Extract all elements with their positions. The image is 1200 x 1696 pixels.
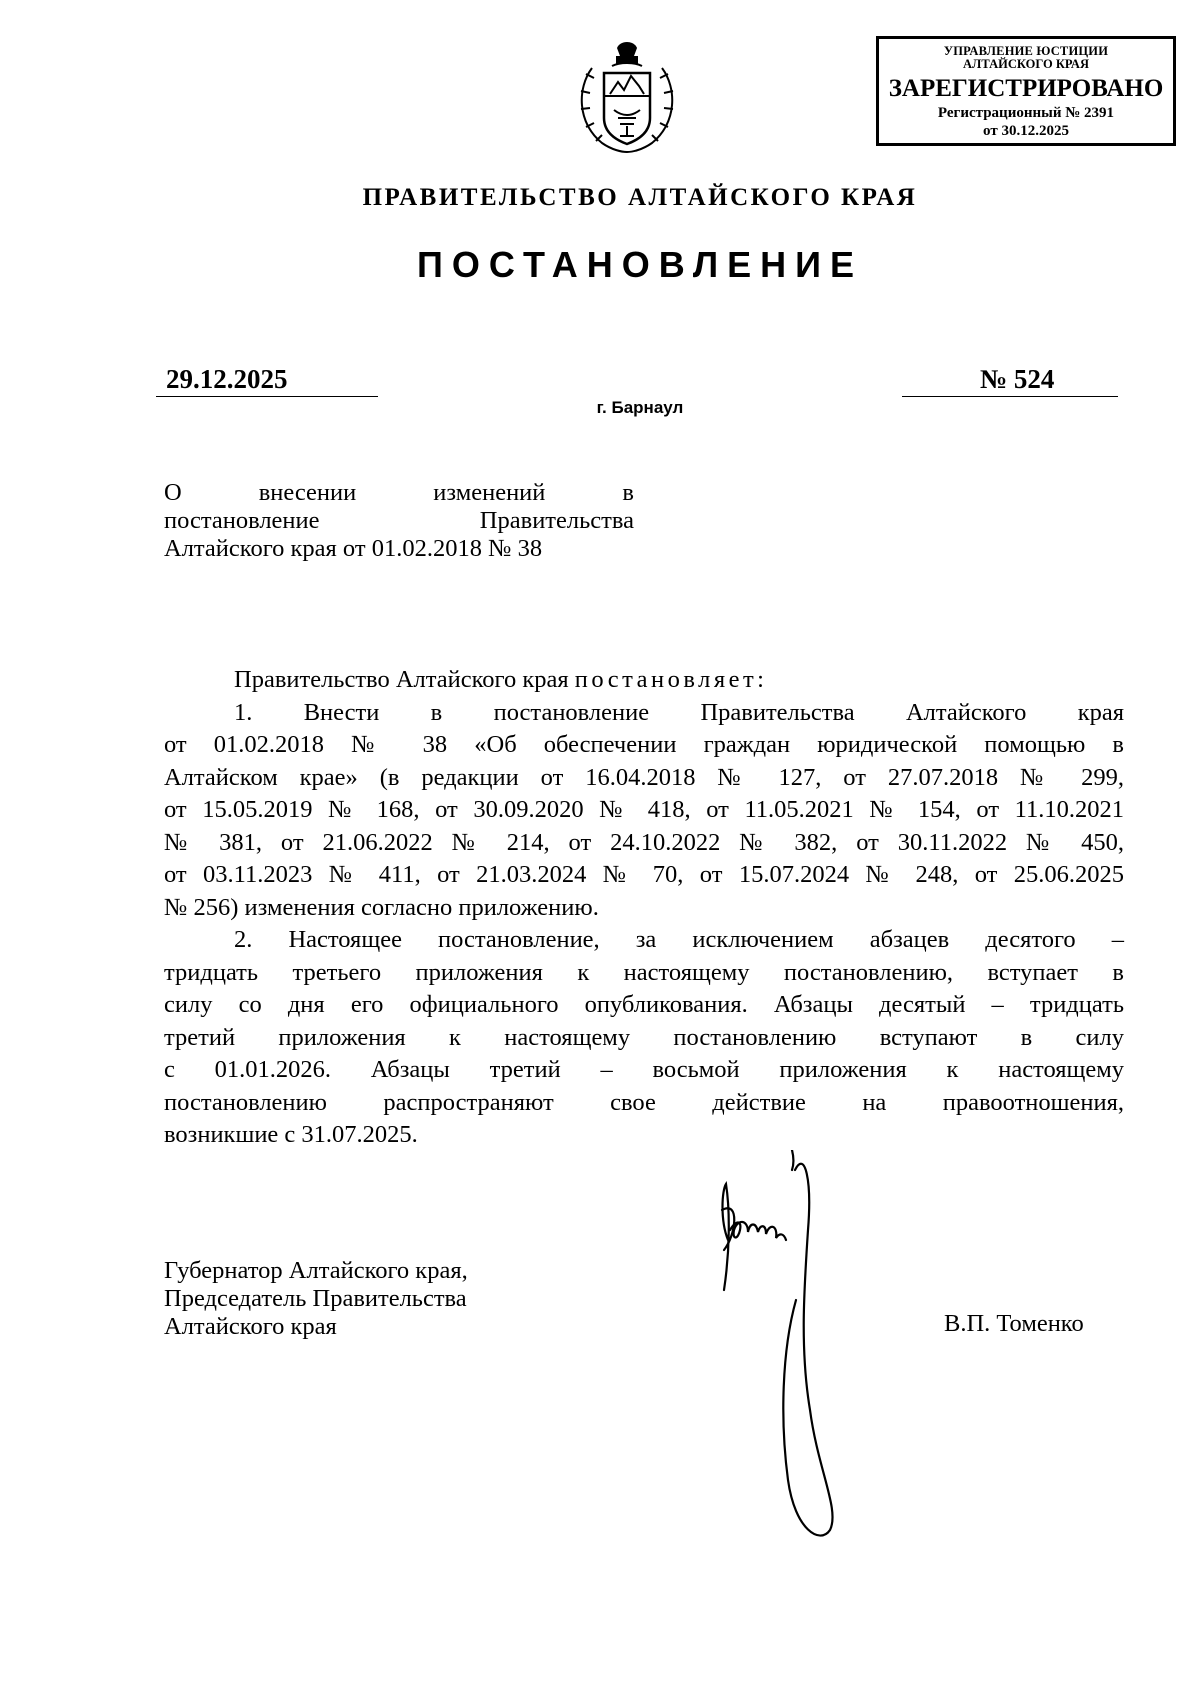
stamp-status: ЗАРЕГИСТРИРОВАНО xyxy=(888,75,1164,102)
handwritten-signature xyxy=(700,1150,860,1550)
signer-name: В.П. Томенко xyxy=(944,1310,1084,1337)
paragraph-2-line: возникшие с 31.07.2025. xyxy=(164,1121,418,1148)
paragraph-2-line: 2. Настоящее постановление, за исключением абзацев десятого – xyxy=(234,926,1124,953)
subject-line: Алтайского края от 01.02.2018 № 38 xyxy=(164,535,543,562)
paragraph-2-line: силу со дня его официального опубликования. Абзацы десятый – тридцать xyxy=(164,991,1124,1018)
paragraph-2-line: постановлению распространяют свое действие на правоотношения, xyxy=(164,1088,1124,1116)
intro-verb: постановляет: xyxy=(574,666,768,693)
document-number: № 524 xyxy=(902,364,1118,397)
document-subject xyxy=(164,479,634,563)
document-date: 29.12.2025 xyxy=(156,364,378,397)
paragraph-1-line: № 381, от 21.06.2022 № 214, от 24.10.2022 № 382, от 30.11.2022 № 450, xyxy=(164,828,1124,856)
paragraph-2-line: с 01.01.2026. Абзацы третий – восьмой приложения к настоящему xyxy=(164,1056,1124,1083)
stamp-authority-line2: АЛТАЙСКОГО КРАЯ xyxy=(963,57,1089,71)
paragraph-1-line: № 256) изменения согласно приложению. xyxy=(164,893,599,921)
subject-line: постановление Правительства xyxy=(164,507,634,534)
stamp-reg-date: от 30.12.2025 xyxy=(983,123,1069,139)
document-body xyxy=(164,664,1124,1152)
document-city: г. Барнаул xyxy=(596,398,684,417)
paragraph-1-line: от 01.02.2018 № 38 «Об обеспечении граждан юридической помощью в xyxy=(164,731,1124,758)
paragraph-2-line: тридцать третьего приложения к настоящему постановлению, вступает в xyxy=(164,958,1124,986)
signer-line: Губернатор Алтайского края, xyxy=(164,1257,468,1284)
registration-stamp xyxy=(876,36,1176,146)
intro-line xyxy=(164,664,1124,697)
signer-line: Алтайского края xyxy=(164,1313,337,1340)
paragraph-1-line: от 15.05.2019 № 168, от 30.09.2020 № 418, от 11.05.2021 № 154, от 11.10.2021 xyxy=(164,796,1124,823)
paragraph-2-line: третий приложения к настоящему постановлению вступают в силу xyxy=(164,1023,1124,1051)
stamp-authority-line1: УПРАВЛЕНИЕ ЮСТИЦИИ xyxy=(943,44,1109,58)
paragraph-1-line: 1. Внести в постановление Правительства Алтайского края xyxy=(234,698,1124,726)
signer-position xyxy=(164,1257,468,1341)
coat-of-arms-emblem xyxy=(572,38,682,158)
government-name: ПРАВИТЕЛЬСТВО АЛТАЙСКОГО КРАЯ xyxy=(362,184,918,211)
subject-line: О внесении изменений в xyxy=(164,479,634,506)
stamp-reg-number: Регистрационный № 2391 xyxy=(937,105,1115,121)
signer-line: Председатель Правительства xyxy=(164,1285,467,1312)
document-type-title: ПОСТАНОВЛЕНИЕ xyxy=(417,244,863,285)
paragraph-1-line: Алтайском крае» (в редакции от 16.04.2018 № 127, от 27.07.2018 № 299, xyxy=(164,763,1124,791)
paragraph-1-line: от 03.11.2023 № 411, от 21.03.2024 № 70, от 15.07.2024 № 248, от 25.06.2025 xyxy=(164,861,1124,888)
intro-prefix: Правительство Алтайского края xyxy=(234,666,575,693)
